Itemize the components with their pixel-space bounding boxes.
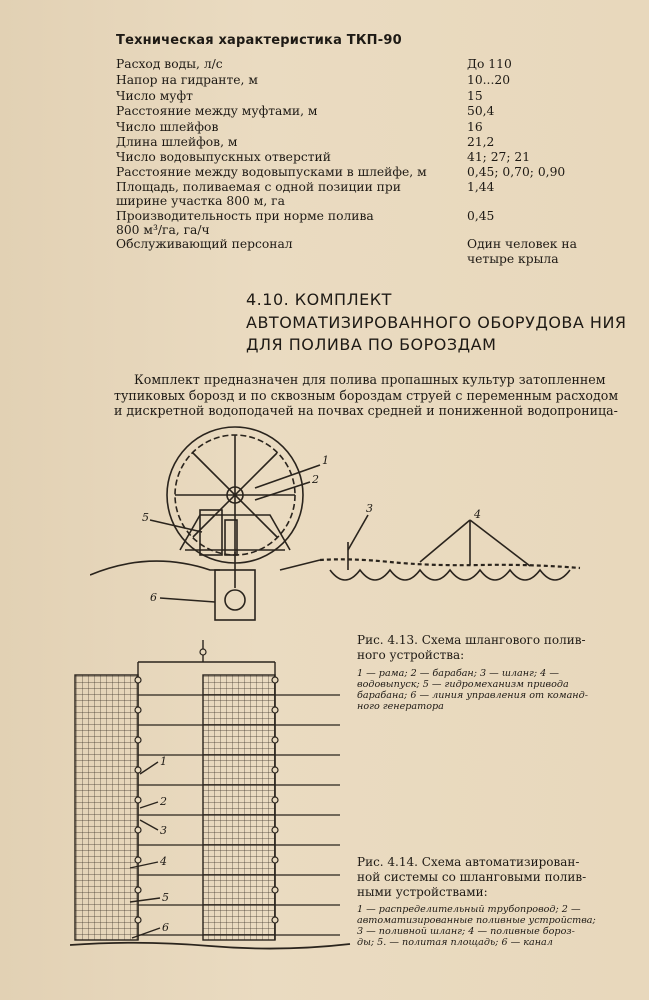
paragraph-line: Комплект предназначен для полива пропашных культур затопленнем — [134, 372, 606, 387]
fig2-label: 4 — [160, 855, 167, 868]
figure1-legend-line: 1 — рама; 2 — барабан; 3 — шланг; 4 — — [357, 668, 559, 679]
fig2-label: 1 — [160, 755, 167, 768]
spec-value: 21,2 — [467, 135, 495, 149]
spec-label: Обслуживающий персонал — [116, 237, 293, 251]
spec-label: Площадь, поливаемая с одной позиции при — [116, 180, 401, 194]
fig1-label: 1 — [322, 454, 329, 467]
fig1-label: 6 — [150, 591, 157, 604]
section-heading-line: АВТОМАТИЗИРОВАННОГО ОБОРУДОВА НИЯ — [246, 313, 627, 332]
figure2-legend-line: 1 — распределительный трубопровод; 2 — — [357, 904, 581, 915]
spec-label: 800 м³/га, га/ч — [116, 223, 210, 237]
spec-label: Напор на гидранте, м — [116, 73, 258, 87]
spec-value: 50,4 — [467, 104, 495, 118]
figure1-legend-line: водовыпуск; 5 — гидромеханизм привода — [357, 679, 569, 690]
spec-value: 0,45 — [467, 209, 495, 223]
spec-label: Расстояние между водовыпусками в шлейфе, м — [116, 165, 427, 179]
tech-spec-title: Техническая характеристика ТКП-90 — [116, 33, 402, 48]
section-heading-line: ДЛЯ ПОЛИВА ПО БОРОЗДАМ — [246, 335, 497, 354]
spec-label: Число водовыпускных отверстий — [116, 150, 331, 164]
spec-value: 1,44 — [467, 180, 495, 194]
spec-label: Производительность при норме полива — [116, 209, 374, 223]
spec-value: 15 — [467, 89, 483, 103]
spec-value: 16 — [467, 120, 483, 134]
fig2-label: 5 — [162, 891, 169, 904]
spec-value: 10...20 — [467, 73, 511, 87]
paragraph-line: тупиковых борозд и по сквозным бороздам струей с переменным расходом — [114, 388, 619, 403]
spec-label: Длина шлейфов, м — [116, 135, 238, 149]
fig1-label: 3 — [366, 502, 373, 515]
spec-label: Число шлейфов — [116, 120, 219, 134]
figure-hose-device-diagram — [90, 420, 610, 640]
spec-label: ширине участка 800 м, га — [116, 194, 285, 208]
fig1-label: 4 — [474, 508, 481, 521]
fig2-label: 2 — [160, 795, 167, 808]
figure2-caption-line: Рис. 4.14. Схема автоматизирован- — [357, 855, 580, 869]
figure2-caption-line: ными устройствами: — [357, 885, 488, 899]
figure2-legend-line: 3 — поливной шланг; 4 — поливные бороз- — [357, 926, 575, 937]
figure1-caption-line: ного устройства: — [357, 648, 465, 662]
figure2-legend-line: автоматизированные поливные устройства; — [357, 915, 596, 926]
figure2-caption-line: ной системы со шланговыми полив- — [357, 870, 587, 884]
figure1-caption-line: Рис. 4.13. Схема шлангового полив- — [357, 633, 586, 647]
fig2-label: 3 — [160, 824, 167, 837]
figure2-legend-line: ды; 5. — политая площадь; 6 — канал — [357, 937, 553, 948]
fig1-label: 5 — [142, 511, 149, 524]
spec-value: 0,45; 0,70; 0,90 — [467, 165, 566, 179]
figure-automated-system-diagram — [70, 640, 355, 960]
spec-label: Расход воды, л/с — [116, 57, 223, 71]
spec-value: четыре крыла — [467, 252, 559, 266]
spec-value: До 110 — [467, 57, 512, 71]
spec-value: 41; 27; 21 — [467, 150, 531, 164]
figure1-legend-line: барабана; 6 — линия управления от команд- — [357, 690, 588, 701]
spec-value: Один человек на — [467, 237, 577, 251]
spec-label: Число муфт — [116, 89, 193, 103]
section-heading-line: 4.10. КОМПЛЕКТ — [246, 290, 392, 309]
fig2-label: 6 — [162, 921, 169, 934]
figure1-legend-line: ного генератора — [357, 701, 444, 712]
paragraph-line: и дискретной водоподачей на почвах средней и пониженной водопроница- — [114, 403, 618, 418]
fig1-label: 2 — [312, 473, 319, 486]
spec-label: Расстояние между муфтами, м — [116, 104, 318, 118]
